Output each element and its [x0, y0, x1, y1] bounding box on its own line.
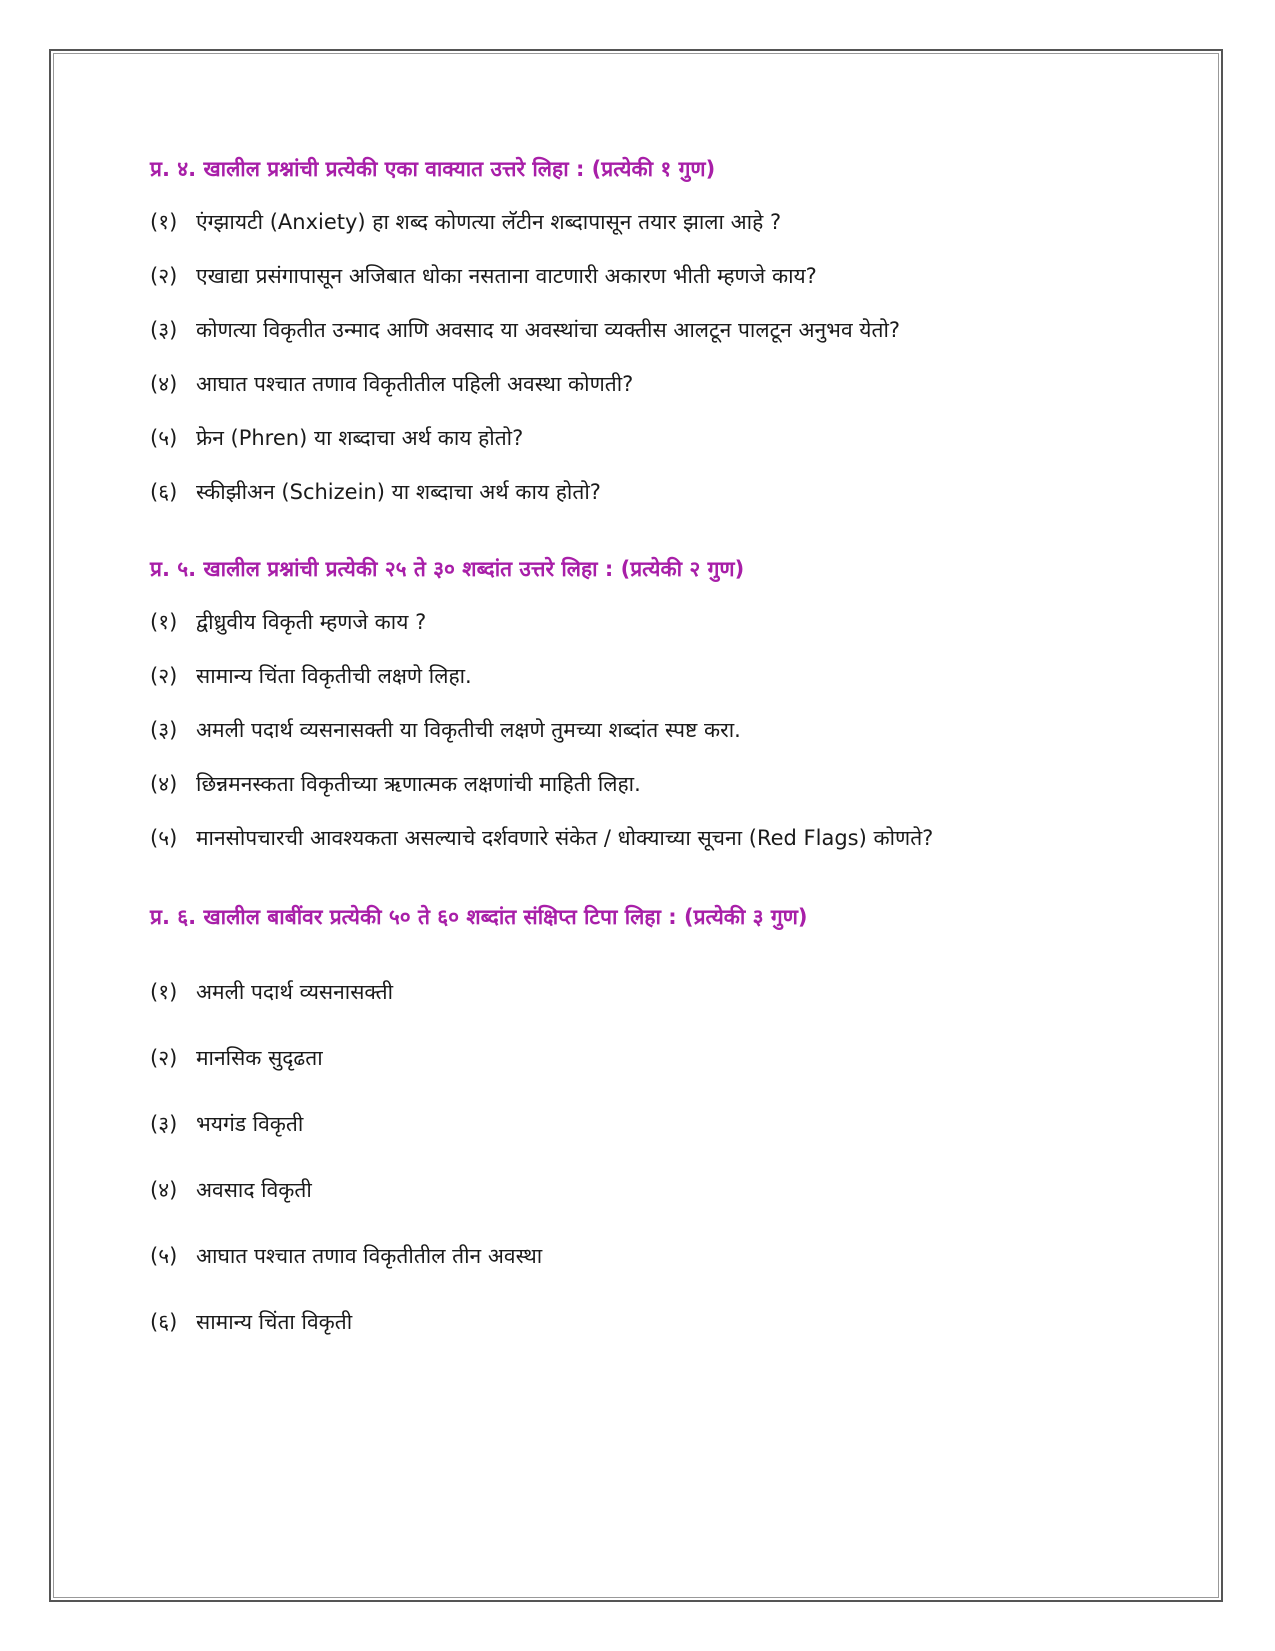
question-item: [150, 1302, 1140, 1342]
question-text: एखाद्या प्रसंगापासून अजिबात धोका नसताना वाटणारी अकारण भीती म्हणजे काय?: [196, 264, 817, 288]
question-item: [150, 972, 1140, 1012]
question-text: स्कीझीअन (Schizein) या शब्दाचा अर्थ काय होतो?: [196, 480, 601, 504]
question-number: (६): [150, 480, 178, 504]
section-heading-q4: प्र. ४. खालील प्रश्नांची प्रत्येकी एका वाक्यात उत्तरे लिहा : (प्रत्येकी १ गुण): [150, 157, 716, 181]
question-number: (३): [150, 318, 178, 342]
question-number: (१): [150, 610, 178, 634]
question-text: सामान्य चिंता विकृतीची लक्षणे लिहा.: [196, 664, 472, 688]
question-number: (५): [150, 1244, 178, 1268]
section-heading-q5: प्र. ५. खालील प्रश्नांची प्रत्येकी २५ ते ३० शब्दांत उत्तरे लिहा : (प्रत्येकी २ गुण): [150, 557, 745, 581]
question-text: अमली पदार्थ व्यसनासक्ती या विकृतीची लक्षणे तुमच्या शब्दांत स्पष्ट करा.: [196, 718, 741, 742]
question-item: [150, 418, 1140, 458]
question-number: (२): [150, 664, 178, 688]
question-text: एंग्झायटी (Anxiety) हा शब्द कोणत्या लॅटीन शब्दापासून तयार झाला आहे ?: [196, 210, 782, 234]
question-item: [150, 364, 1140, 404]
question-list-q5: [150, 602, 1140, 858]
question-number: (४): [150, 772, 178, 796]
question-number: (६): [150, 1310, 178, 1334]
question-text: आघात पश्चात तणाव विकृतीतील पहिली अवस्था कोणती?: [196, 372, 634, 396]
question-item: [150, 818, 1140, 858]
section-q4: [150, 152, 1140, 512]
question-number: (५): [150, 426, 178, 450]
section-q6: [150, 900, 1140, 1342]
question-number: (५): [150, 826, 178, 850]
question-number: (३): [150, 1112, 178, 1136]
question-text: आघात पश्चात तणाव विकृतीतील तीन अवस्था: [196, 1244, 543, 1268]
section-q5: [150, 552, 1140, 858]
question-number: (१): [150, 210, 178, 234]
question-text: अमली पदार्थ व्यसनासक्ती: [196, 980, 394, 1004]
question-item: [150, 202, 1140, 242]
question-number: (२): [150, 264, 178, 288]
question-text: भयगंड विकृती: [196, 1112, 304, 1136]
question-text: द्वीध्रुवीय विकृती म्हणजे काय ?: [196, 610, 427, 634]
question-item: [150, 1236, 1140, 1276]
question-paper: [150, 150, 1140, 1368]
question-number: (३): [150, 718, 178, 742]
question-number: (१): [150, 980, 178, 1004]
question-list-q4: [150, 202, 1140, 512]
question-item: [150, 1104, 1140, 1144]
question-item: [150, 602, 1140, 642]
question-item: [150, 710, 1140, 750]
section-heading-q6: प्र. ६. खालील बाबींवर प्रत्येकी ५० ते ६० शब्दांत संक्षिप्त टिपा लिहा : (प्रत्येकी ३ गुण): [150, 905, 808, 929]
question-item: [150, 1038, 1140, 1078]
question-text: अवसाद विकृती: [196, 1178, 312, 1202]
question-item: [150, 256, 1140, 296]
question-text: फ्रेन (Phren) या शब्दाचा अर्थ काय होतो?: [196, 426, 524, 450]
question-number: (२): [150, 1046, 178, 1070]
question-text: मानसिक सुदृढता: [196, 1046, 323, 1070]
question-text: सामान्य चिंता विकृती: [196, 1310, 353, 1334]
question-text: मानसोपचारची आवश्यकता असल्याचे दर्शवणारे संकेत / धोक्याच्या सूचना (Red Flags) कोणते?: [196, 826, 934, 850]
question-text: छिन्नमनस्कता विकृतीच्या ऋणात्मक लक्षणांची माहिती लिहा.: [196, 772, 641, 796]
question-number: (४): [150, 372, 178, 396]
question-item: [150, 1170, 1140, 1210]
question-text: कोणत्या विकृतीत उन्माद आणि अवसाद या अवस्थांचा व्यक्तीस आलटून पालटून अनुभव येतो?: [196, 318, 901, 342]
question-item: [150, 310, 1140, 350]
question-item: [150, 764, 1140, 804]
question-number: (४): [150, 1178, 178, 1202]
question-item: [150, 472, 1140, 512]
question-item: [150, 656, 1140, 696]
question-list-q6: [150, 972, 1140, 1342]
